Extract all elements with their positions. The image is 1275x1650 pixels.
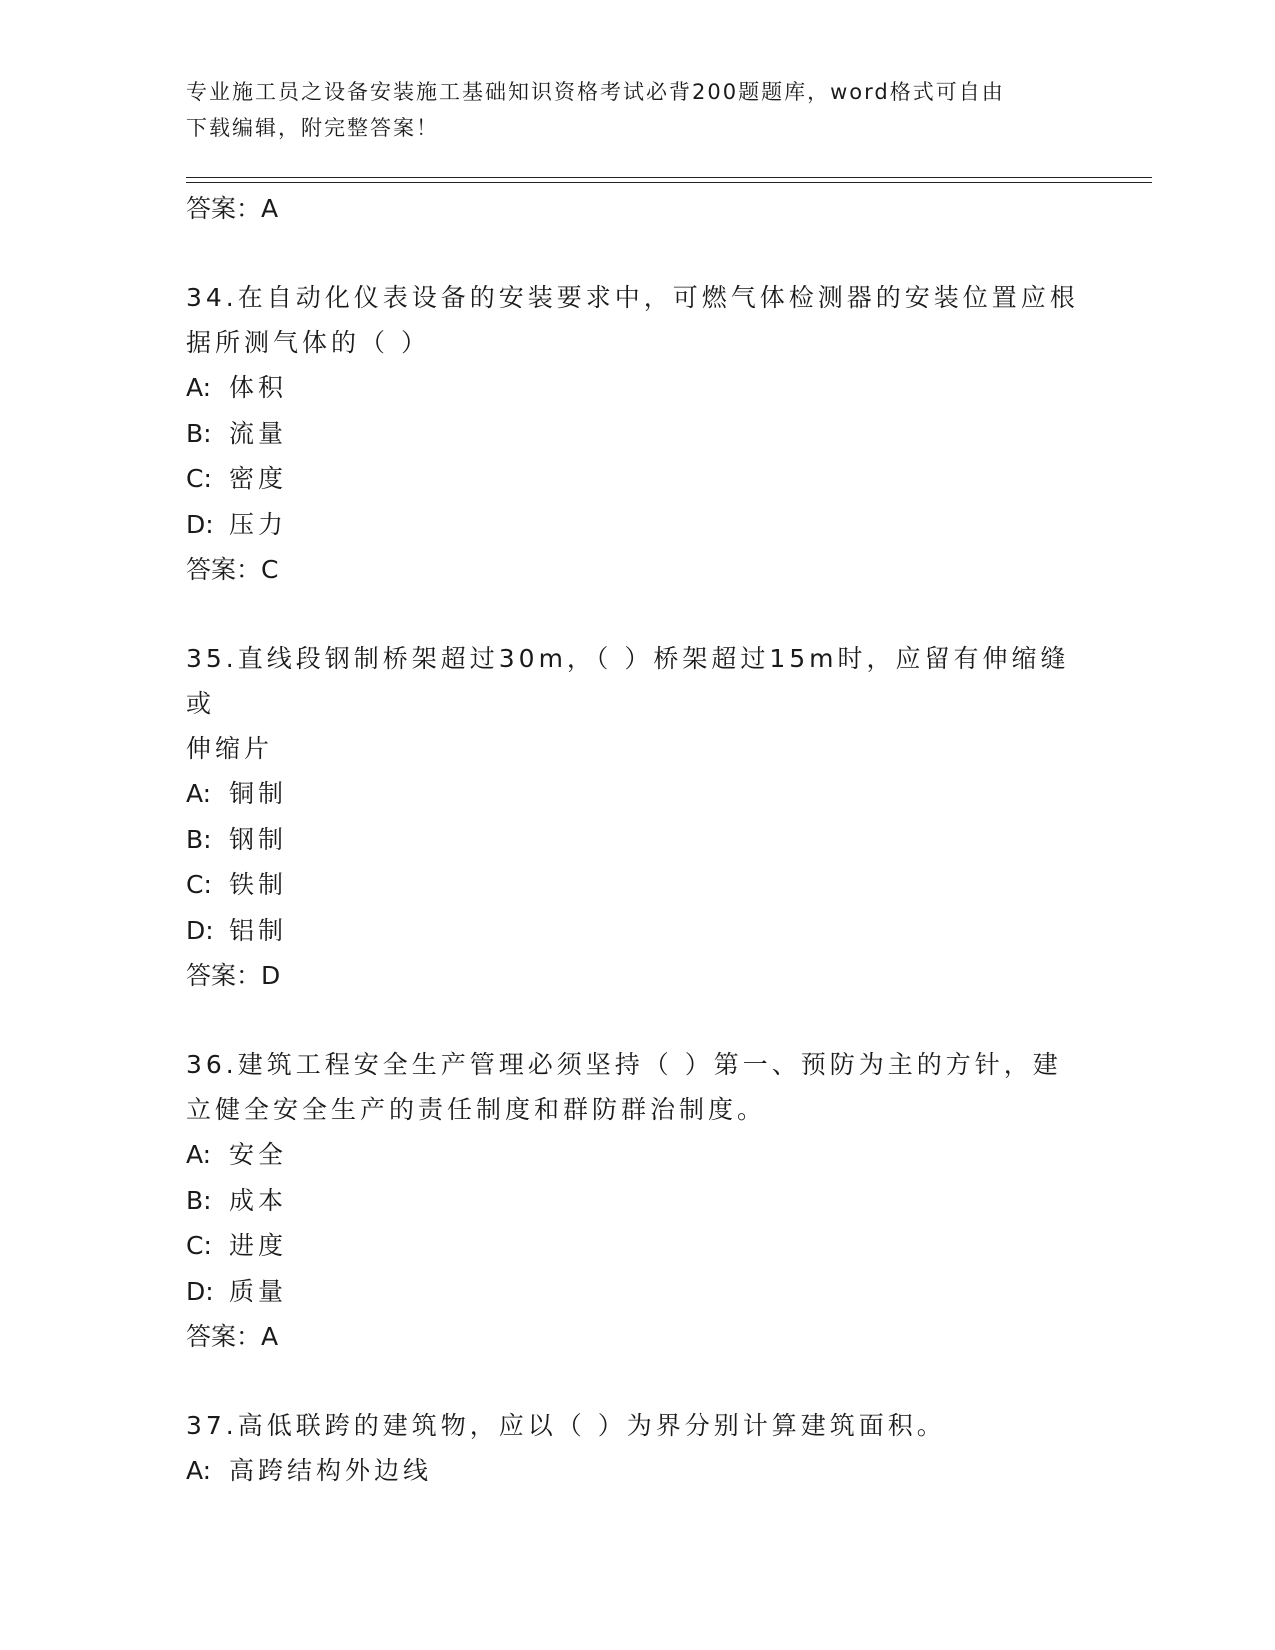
question-stem-line: 36.建筑工程安全生产管理必须坚持（ ）第一、预防为主的方针，建 <box>186 1050 1062 1079</box>
question-list <box>186 186 1086 1494</box>
option-b <box>186 411 1086 457</box>
option-key: D: <box>186 915 214 945</box>
option-text: 压力 <box>229 509 288 539</box>
answer-label: 答案： <box>186 194 262 223</box>
question-stem-line: 34.在自动化仪表设备的安装要求中，可燃气体检测器的安装位置应根 <box>186 283 1079 312</box>
answer-value: A <box>261 1322 280 1351</box>
option-text: 高跨结构外边线 <box>229 1456 433 1485</box>
answer-line <box>186 953 1086 999</box>
option-text: 质量 <box>229 1276 288 1306</box>
option-key: A: <box>186 1456 212 1485</box>
option-text: 铝制 <box>229 915 288 945</box>
option-a <box>186 1132 1086 1178</box>
answer-line <box>186 1314 1086 1360</box>
answer-line <box>186 547 1086 593</box>
option-key: B: <box>186 1185 212 1215</box>
option-d <box>186 1269 1086 1315</box>
option-b <box>186 1178 1086 1224</box>
question-stem <box>186 636 1086 771</box>
option-c <box>186 862 1086 908</box>
option-text: 钢制 <box>229 824 288 854</box>
option-key: B: <box>186 824 212 854</box>
document-header <box>186 74 1086 146</box>
question-stem-line: 立健全安全生产的责任制度和群防群治制度。 <box>186 1095 767 1124</box>
answer-label: 答案： <box>186 961 262 990</box>
header-line-2: 下载编辑，附完整答案！ <box>186 116 439 140</box>
answer-label: 答案： <box>186 555 262 584</box>
option-text: 密度 <box>229 464 288 493</box>
option-key: C: <box>186 464 212 493</box>
question-stem-line: 35.直线段钢制桥架超过30m，（ ）桥架超过15m时，应留有伸缩缝或 <box>186 644 1070 718</box>
question-stem <box>186 1042 1086 1132</box>
option-b <box>186 817 1086 863</box>
question-item <box>186 636 1086 999</box>
question-stem <box>186 275 1086 365</box>
answer-value: D <box>261 961 282 990</box>
option-text: 进度 <box>229 1231 288 1260</box>
answer-line <box>186 186 1086 232</box>
option-key: D: <box>186 509 214 539</box>
answer-value: C <box>261 555 280 584</box>
option-text: 成本 <box>229 1185 288 1215</box>
option-text: 流量 <box>229 418 288 448</box>
header-line-1: 专业施工员之设备安装施工基础知识资格考试必背200题题库，word格式可自由 <box>186 80 1005 104</box>
answer-value: A <box>261 194 280 223</box>
option-c <box>186 1223 1086 1269</box>
question-stem <box>186 1403 1086 1448</box>
header-divider-top <box>186 177 1152 178</box>
question-item <box>186 1042 1086 1360</box>
option-key: C: <box>186 870 212 899</box>
option-a <box>186 771 1086 817</box>
option-d <box>186 908 1086 954</box>
option-key: D: <box>186 1276 214 1306</box>
option-text: 体积 <box>229 373 288 402</box>
option-text: 铜制 <box>229 779 288 808</box>
option-text: 铁制 <box>229 870 288 899</box>
option-a <box>186 365 1086 411</box>
header-divider-bottom <box>186 182 1152 183</box>
option-key: A: <box>186 1140 212 1169</box>
answer-label: 答案： <box>186 1322 262 1351</box>
option-key: C: <box>186 1231 212 1260</box>
option-key: A: <box>186 373 212 402</box>
question-item <box>186 275 1086 593</box>
question-stem-line: 37.高低联跨的建筑物，应以（ ）为界分别计算建筑面积。 <box>186 1411 946 1440</box>
question-stem-line: 伸缩片 <box>186 734 274 763</box>
option-a <box>186 1448 1086 1494</box>
question-item <box>186 1403 1086 1494</box>
option-text: 安全 <box>229 1140 288 1169</box>
option-key: B: <box>186 418 212 448</box>
question-stem-line: 据所测气体的（ ） <box>186 328 430 357</box>
option-d <box>186 502 1086 548</box>
option-key: A: <box>186 779 212 808</box>
option-c <box>186 456 1086 502</box>
